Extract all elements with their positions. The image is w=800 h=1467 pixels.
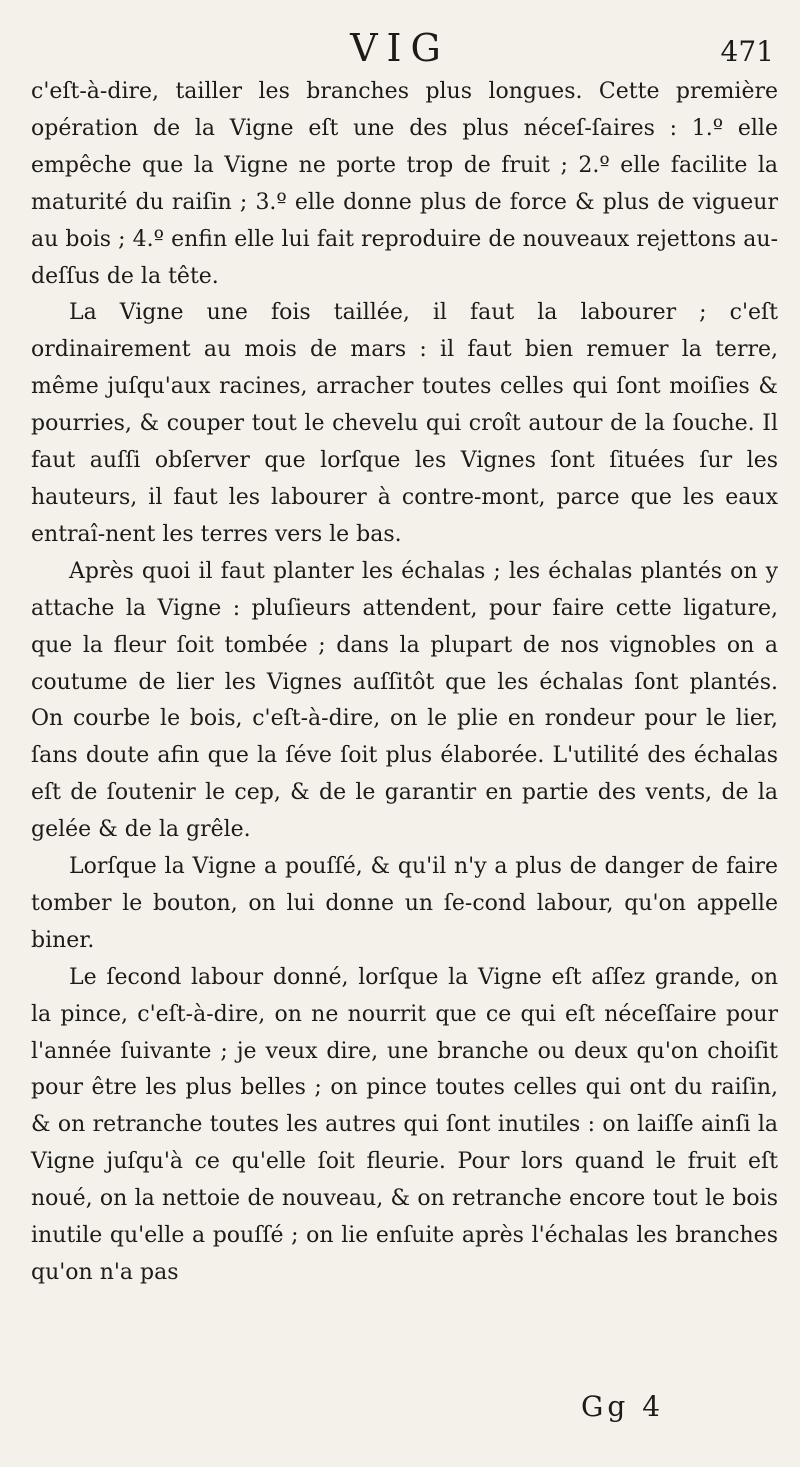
page-number: 471: [720, 35, 774, 68]
paragraph-biner: Lorſque la Vigne a pouſſé, & qu'il n'y a plus de danger de faire tomber le bouton, on lui donne un ſe-cond labour, qu'on appelle biner.: [31, 854, 778, 953]
paragraph-pincer: Le ſecond labour donné, lorſque la Vigne eſt aſſez grande, on la pince, c'eſt-à-dire, on ne nourrit que ce qui eſt néceſſaire pour l'année ſuivante ; je veux dire, une branche ou deux qu'on choiſit pour être les plus belles ; on pince toutes celles qui ont du raiſin, & on retranche toutes les autres qui ſont inutiles : on laiſſe ainſi la Vigne juſqu'à ce qu'elle ſoit fleurie. Pour lors quand le fruit eſt noué, on la nettoie de nouveau, & on retranche encore tout le bois inutile qu'elle a pouſſé ; on lie enſuite après l'échalas les branches qu'on n'a pas: [31, 964, 778, 1285]
paragraph-echalas: Après quoi il faut planter les échalas ; les échalas plantés on y attache la Vigne : pluſieurs attendent, pour faire cette ligature, que la fleur ſoit tombée ; dans la plupart de nos vignobles on a coutume de lier les Vignes auſſitôt que les échalas ſont plantés. On courbe le bois, c'eſt-à-dire, on le plie en rondeur pour le lier, ſans doute afin que la ſéve ſoit plus élaborée. L'utilité des échalas eſt de ſoutenir le cep, & de le garantir en partie des vents, de la gelée & de la grêle.: [31, 558, 778, 843]
running-head: [0, 26, 800, 74]
paragraph-continued: c'eſt-à-dire, tailler les branches plus longues. Cette première opération de la Vigne eſt une des plus néceſ-ſaires : 1.º elle empêche que la Vigne ne porte trop de fruit ; 2.º elle facilite la maturité du raiſin ; 3.º elle donne plus de force & plus de vigueur au bois ; 4.º enfin elle lui fait reproduire de nouveaux rejettons au-deſſus de la tête.: [31, 79, 778, 289]
paragraph-labour: La Vigne une fois taillée, il faut la labourer ; c'eſt ordinairement au mois de mars : il faut bien remuer la terre, même juſqu'aux racines, arracher toutes celles qui ſont moiſies & pourries, & couper tout le chevelu qui croît autour de la ſouche. Il faut auſſi obſerver que lorſque les Vignes ſont ſituées ſur les hauteurs, il faut les labourer à contre-mont, parce que les eaux entraî-nent les terres vers le bas.: [31, 300, 778, 547]
running-head-title: VIG: [350, 26, 450, 70]
body-text: [31, 74, 778, 1292]
signature-mark: Gg 4: [581, 1390, 665, 1423]
